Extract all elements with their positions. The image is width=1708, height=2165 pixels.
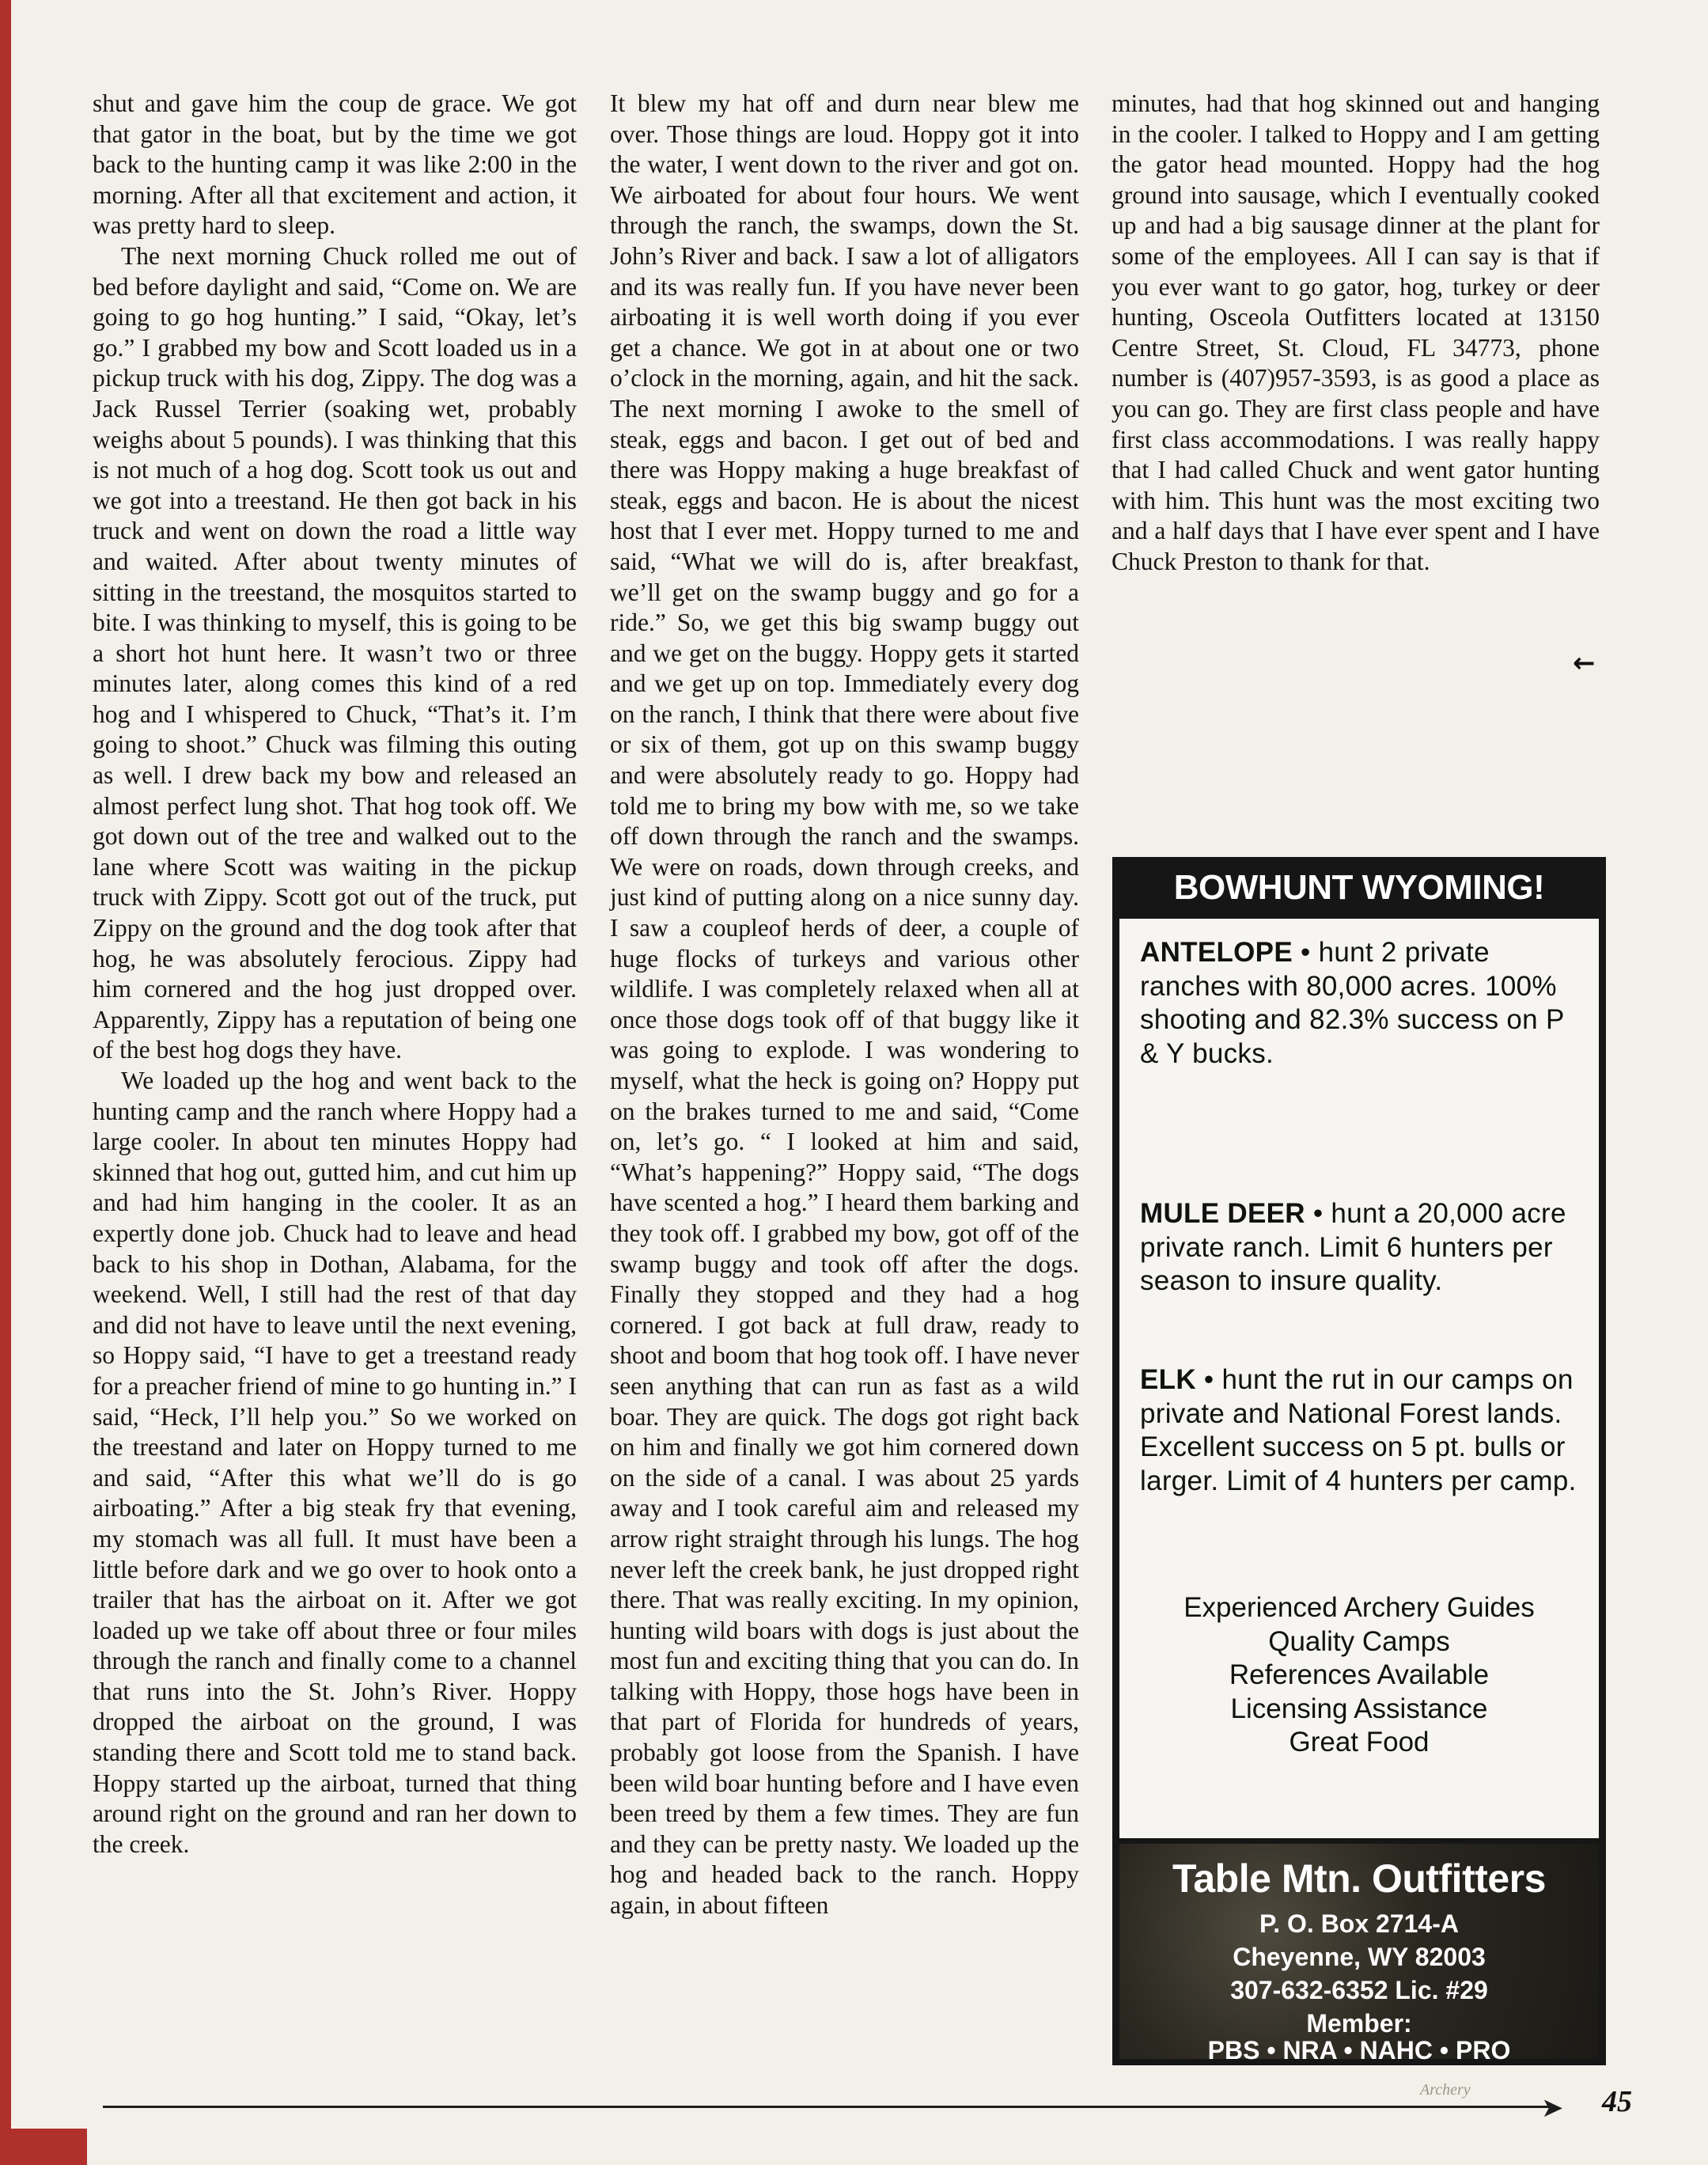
ad-feature-item: Experienced Archery Guides [1183, 1592, 1535, 1623]
ad-antelope-key: ANTELOPE [1140, 937, 1293, 968]
article-paragraph: The next morning Chuck rolled me out of bed before daylight and said, “Come on. We are going to go hog hunting.” I said, “Okay, let’s go.” I grabbed my bow and Scott loaded us in a pickup truck with his dog, Zippy. The dog was a Jack Russel Terrier (soaking wet, probably weighs about 5 pounds). I was thinking that this is not much of a hog dog. Scott took us out and we got into a treestand. He then got back in his truck and went on down the road a little way and waited. After about twenty minutes of sitting in the treestand, the mosquitos started to bite. I was thinking to myself, this is going to be a short hot hunt here. It wasn’t two or three minutes later, along comes this kind of a red hog and I whispered to Chuck, “That’s it. I’m going to shoot.” Chuck was filming this outing as well. I drew back my bow and released an almost perfect lung shot. That hog took off. We got down out of the tree and walked out to the lane where Scott was waiting in the pickup truck with Zippy. Scott got out of the truck, put Zippy on the ground and the dog took after that hog, he was absolutely ferocious. Zippy had him cornered and the hog just dropped over. Apparently, Zippy has a reputation of being one of the best hog dogs they have. [93, 241, 577, 1064]
ad-headline: BOWHUNT WYOMING! [1173, 868, 1545, 907]
ad-feature-item: References Available [1229, 1659, 1490, 1690]
ad-mule-text: • hunt a 20,000 acre private ranch. Limit 6 hunters per season to insure quality. [1140, 1198, 1566, 1296]
ad-antelope-text: • hunt 2 private ranches with 80,000 acres. 100% shooting and 82.3% success on P & Y bucks. [1140, 937, 1564, 1069]
article-paragraph: We loaded up the hog and went back to the hunting camp and the ranch where Hoppy had a large cooler. In about ten minutes Hoppy had skinned that hog out, gutted him, and cut him up and had him hanging in the cooler. It as an expertly done job. Chuck had to leave and head back to his shop in Dothan, Alabama, for the weekend. Well, I still had the rest of that day and did not have to leave until the next evening, so Hoppy said, “I have to get a treestand ready for a preacher friend of mine to go hunting in.” I said, “Heck, I’ll help you.” So we worked on the treestand and later on Hoppy turned to me and said, “After this what we’ll do is go airboating.” After a big steak fry that evening, my stomach was all full. It must have been a little before dark and we go over to hook onto a trailer that has the airboat on it. After we got loaded up we take off about three or four miles through the ranch and finally come to a channel that runs into the St. John’s River. Hoppy dropped the airboat on the ground, I was standing there and Scott told me to stand back. Hoppy started up the airboat, turned that thing around right on the ground and ran her down to the creek. [93, 1067, 577, 1858]
ad-feature-item: Great Food [1289, 1727, 1430, 1757]
article-column-3 [1112, 89, 1600, 578]
ad-feature-item: Quality Camps [1268, 1625, 1450, 1657]
page-edge-corner [0, 2129, 87, 2165]
ad-mule-deer-paragraph [1140, 1197, 1583, 1299]
ad-memberships: PBS • NRA • NAHC • PRO [1207, 2036, 1511, 2065]
ad-phone: 307-632-6352 Lic. #29 [1230, 1976, 1488, 2004]
ad-elk-key: ELK [1140, 1364, 1196, 1395]
footer-arrow-icon: ➤ [1541, 2092, 1564, 2124]
advertisement-table-mtn-outfitters [1112, 857, 1606, 2065]
article-paragraph: It blew my hat off and durn near blew me over. Those things are loud. Hoppy got it into the water, I went down to the river and got on. We airboated for about four hours. We went through the ranch, the swamps, down the St. John’s River and back. I saw a lot of alligators and its was really fun. If you have never been airboating it is well worth doing if you ever get a chance. We got in at about one or two o’clock in the morning, again, and hit the sack. The next morning I awoke to the smell of steak, eggs and bacon. I get out of bed and there was Hoppy making a huge breakfast of steak, eggs and bacon. He is about the nicest host that I ever met. Hoppy turned to me and said, “What we will do is, after breakfast, we’ll get on the swamp buggy and go for a ride.” So, we get this big swamp buggy out and we get on the buggy. Hoppy gets it started and we get up on top. Immediately every dog on the ranch, I think that there were about five or six of them, got up on this swamp buggy and were absolutely ready to go. Hoppy had told me to bring my bow with me, so we take off down through the ranch and the swamps. We were on roads, down through creeks, and just kind of putting along on a nice sunny day. I saw a coupleof herds of deer, a couple of huge flocks of turkeys and various other wildlife. I was completely relaxed when all at once those dogs took off of that buggy like it was going to explode. I was wondering to myself, what the heck is going on? Hoppy put on the brakes turned to me and said, “Come on, let’s go. “ I looked at him and said, “What’s happening?” Hoppy said, “The dogs have scented a hog.” I heard them barking and they took off. I grabbed my bow, got off of the swamp buggy and took off after the dogs. Finally they stopped and they had a hog cornered. I got back at full draw, ready to shoot and boom that hog took off. I have never seen anything that can run as fast as a wild boar. They are quick. The dogs got right back on him and finally we got him cornered down on the side of a canal. I was about 25 yards away and I took careful aim and released my arrow right straight through his lungs. The hog never left the creek bank, he just dropped right there. That was really exciting. In my opinion, hunting wild boars with dogs is just about the most fun and exciting thing that you can do. In talking with Hoppy, those hogs have been in that part of Florida for hundreds of years, probably got loose from the Spanish. I have been wild boar hunting before and I have even been treed by them a few times. They are fun and they can be pretty nasty. We loaded up the hog and headed back to the ranch. Hoppy again, in about fifteen [610, 89, 1079, 1920]
ad-company-block [1119, 1844, 1599, 2065]
ad-feature-list [1119, 1591, 1599, 1760]
article-column-2 [610, 89, 1079, 1921]
end-of-article-arrow-icon: ← [1573, 647, 1596, 679]
footer-rule [103, 2106, 1551, 2108]
article-column-1 [93, 89, 577, 1860]
article-paragraph: minutes, had that hog skinned out and hanging in the cooler. I talked to Hoppy and I am getting the gator head mounted. Hoppy had the hog ground into sausage, which I eventually cooked up and had a big sausage dinner at the plant for some of the employees. All I can say is that if you ever want to go gator, hog, turkey or deer hunting, Osceola Outfitters located at 13150 Centre Street, St. Cloud, FL 34773, phone number is (407)957-3593, is as good a place as you can go. They are first class people and have first class accommodations. I was really happy that I had called Chuck and went gator hunting with him. This hunt was the most exciting two and a half days that I have ever spent and I have Chuck Preston to thank for that. [1112, 89, 1600, 575]
footer-magazine-name: Archery [1420, 2081, 1471, 2099]
ad-antelope-paragraph [1140, 936, 1583, 1071]
ad-body [1119, 919, 1599, 1838]
ad-member-label: Member: [1306, 2009, 1412, 2038]
ad-elk-text: • hunt the rut in our camps on private and National Forest lands. Excellent success on 5 pt. bulls or larger. Limit of 4 hunters per camp. [1140, 1364, 1577, 1496]
ad-elk-paragraph [1140, 1363, 1583, 1498]
article-paragraph: shut and gave him the coup de grace. We got that gator in the boat, but by the time we got back to the hunting camp it was like 2:00 in the morning. After all that excitement and action, it was pretty hard to sleep. [93, 89, 577, 240]
ad-address: P. O. Box 2714-A [1259, 1909, 1459, 1938]
ad-feature-item: Licensing Assistance [1230, 1693, 1488, 1724]
page-number: 45 [1602, 2085, 1632, 2118]
ad-company-name: Table Mtn. Outfitters [1172, 1856, 1546, 1901]
ad-mule-key: MULE DEER [1140, 1198, 1305, 1229]
ad-city: Cheyenne, WY 82003 [1233, 1943, 1486, 1971]
page-edge-stripe [0, 0, 11, 2165]
